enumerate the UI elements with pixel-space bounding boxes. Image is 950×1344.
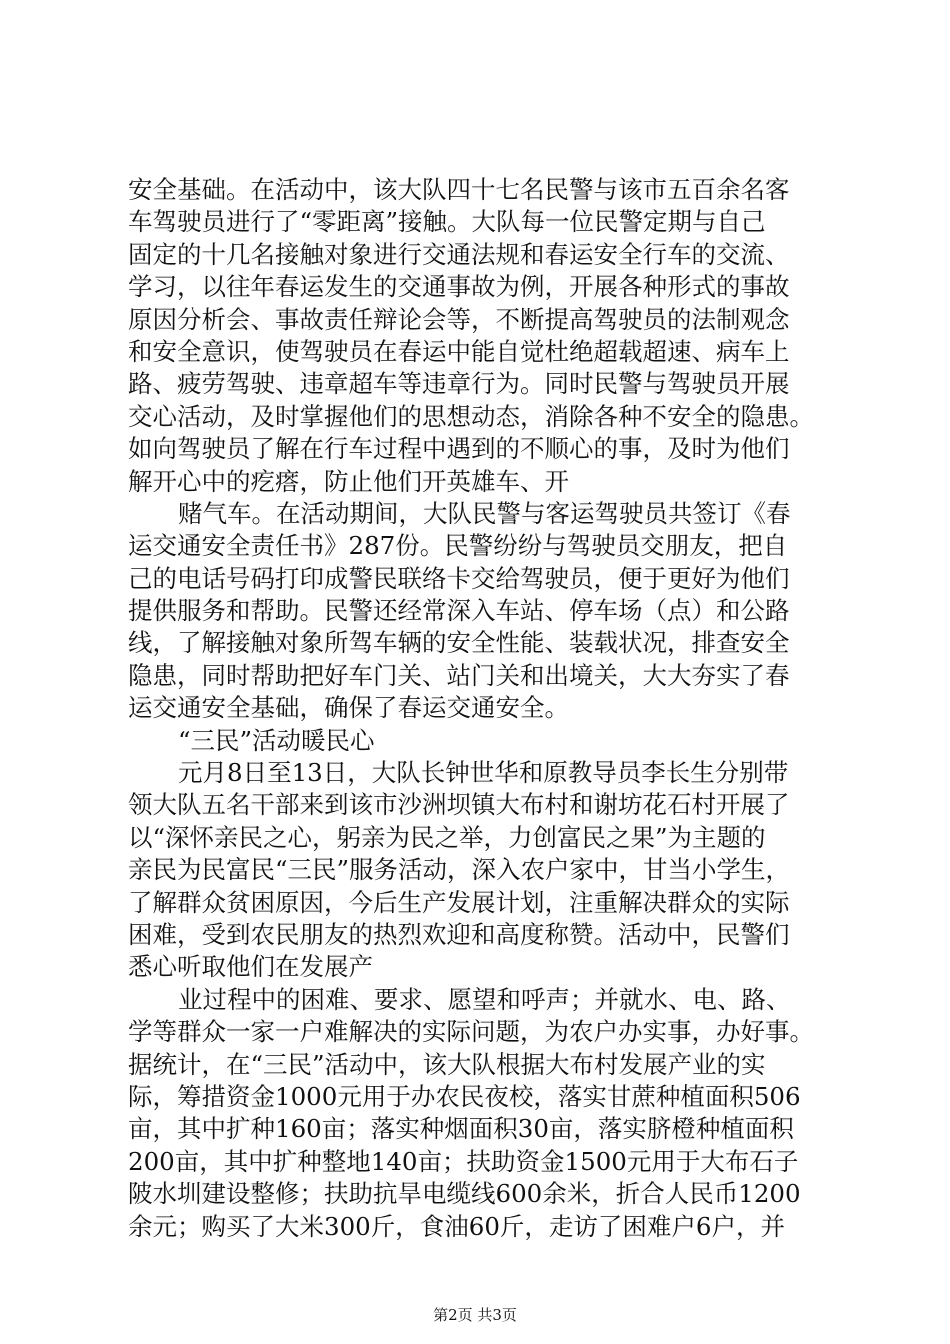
text-line: 和安全意识，使驾驶员在春运中能自觉杜绝超载超速、病车上 [128,336,790,366]
text-line: 200亩，其中扩种整地140亩；扶助资金1500元用于大布石子 [128,1146,799,1176]
text-line: 陂水圳建设整修；扶助抗旱电缆线600余米，折合人民币1200 [128,1179,801,1209]
text-line: 领大队五名干部来到该市沙洲坝镇大布村和谢坊花石村开展了 [128,790,790,820]
section-heading: “三民”活动暖民心 [178,725,375,755]
text-line: 安全基础。在活动中，该大队四十七名民警与该市五百余名客 [128,175,790,204]
text-line: 亲民为民富民“三民”服务活动，深入农户家中，甘当小学生， [128,855,791,885]
text-line: 固定的十几名接触对象进行交通法规和春运安全行车的交流、 [128,239,790,269]
text-line: 交心活动，及时掌握他们的思想动态，消除各种不安全的隐患。 [128,401,814,431]
text-line: 线，了解接触对象所驾车辆的安全性能、装载状况，排查安全 [128,628,790,658]
text-line: 学等群众一家一户难解决的实际问题，为农户办实事，办好事。 [128,1017,814,1047]
text-line: 路、疲劳驾驶、违章超车等违章行为。同时民警与驾驶员开展 [128,369,790,399]
text-line: 赌气车。在活动期间，大队民警与客运驾驶员共签订《春 [178,498,791,528]
text-line: 据统计，在“三民”活动中，该大队根据大布村发展产业的实 [128,1049,766,1079]
text-line: 困难，受到农民朋友的热烈欢迎和高度称赞。活动中，民警们 [128,919,790,949]
text-line: 余元；购买了大米300斤，食油60斤，走访了困难户6户，并 [128,1211,786,1241]
text-line: 己的电话号码打印成警民联络卡交给驾驶员，便于更好为他们 [128,563,790,593]
text-line: 原因分析会、事故责任辩论会等，不断提高驾驶员的法制观念 [128,304,790,334]
text-line: 了解群众贫困原因，今后生产发展计划，注重解决群众的实际 [128,887,790,917]
text-line: 运交通安全基础，确保了春运交通安全。 [128,693,569,723]
text-line: 学习，以往年春运发生的交通事故为例，开展各种形式的事故 [128,272,790,302]
text-line: 运交通安全责任书》287份。民警纷纷与驾驶员交朋友，把自 [128,531,788,561]
text-line: 隐患，同时帮助把好车门关、站门关和出境关，大大夯实了春 [128,660,790,690]
body-text [128,174,834,1243]
text-line: 以“深怀亲民之心，躬亲为民之举，力创富民之果”为主题的 [128,822,766,852]
text-line: 元月8日至13日，大队长钟世华和原教导员李长生分别带 [178,758,789,788]
page-number: 第2页 共3页 [433,1306,517,1324]
text-line: 解开心中的疙瘩，防止他们开英雄车、开 [128,466,569,496]
text-line: 如向驾驶员了解在行车过程中遇到的不顺心的事，及时为他们 [128,434,790,464]
text-line: 车驾驶员进行了“零距离”接触。大队每一位民警定期与自己 [128,207,766,237]
text-line: 悉心听取他们在发展产 [128,952,373,982]
text-line: 业过程中的困难、要求、愿望和呼声；并就水、电、路、 [178,984,791,1014]
text-line: 亩，其中扩种160亩；落实种烟面积30亩，落实脐橙种植面积 [128,1114,794,1144]
text-line: 际，筹措资金1000元用于办农民夜校，落实甘蔗种植面积506 [128,1081,801,1111]
text-line: 提供服务和帮助。民警还经常深入车站、停车场（点）和公路 [128,596,790,626]
